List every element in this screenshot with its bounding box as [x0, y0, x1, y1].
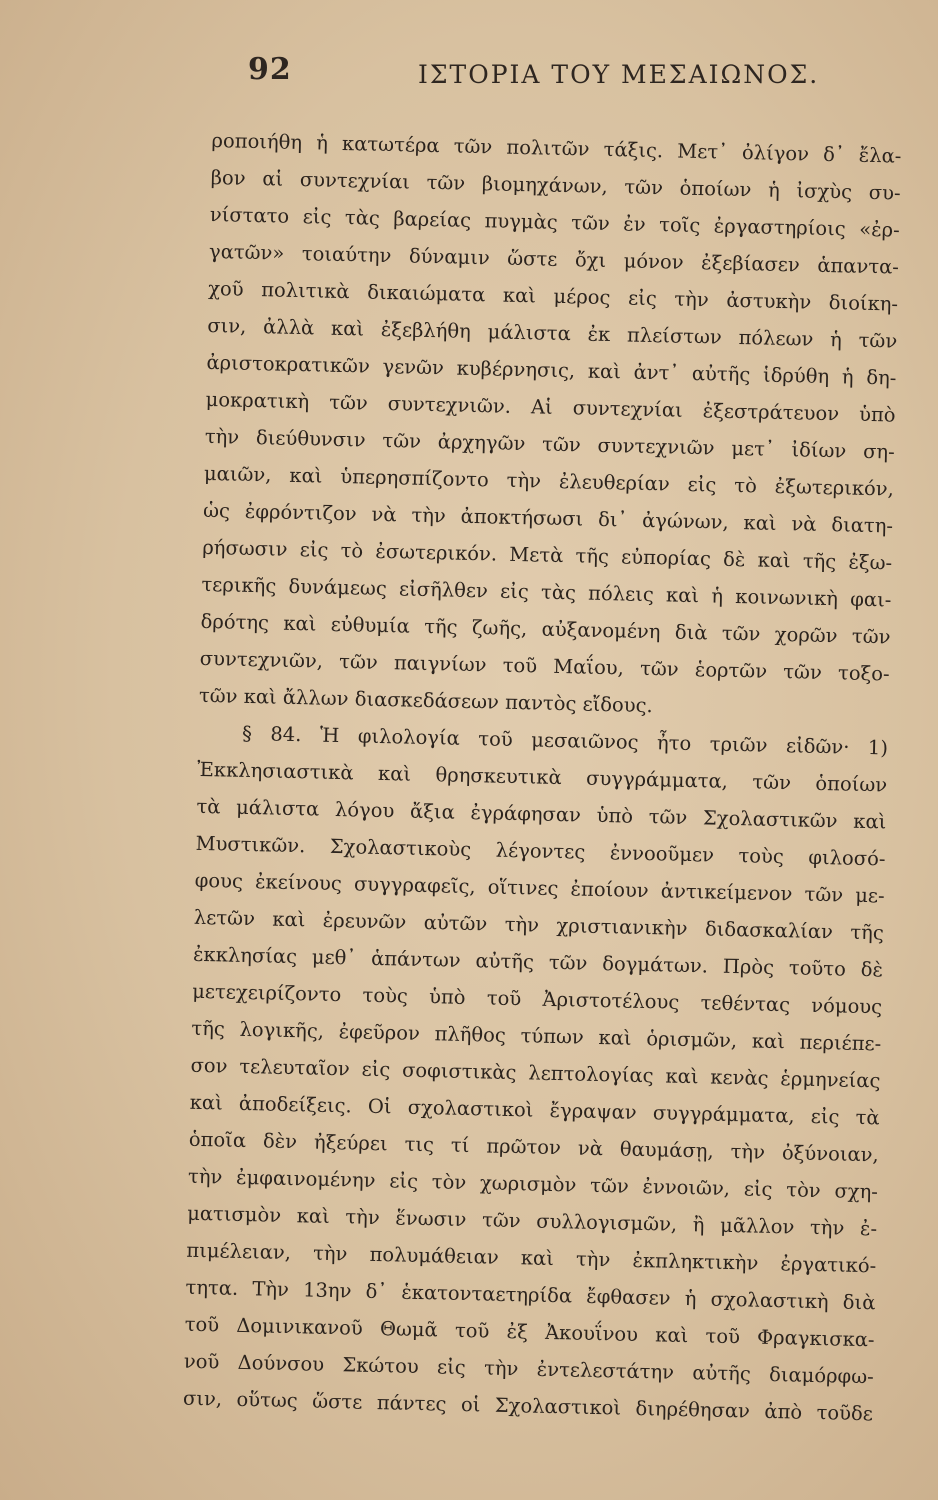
- text-line: καὶ ἀποδείξεις. Οἱ σχολαστικοὶ ἔγραψαν συγγράμματα, εἰς τὰ: [189, 1090, 880, 1130]
- text-line: τῶν καὶ ἄλλων διασκεδάσεων παντὸς εἴδους.: [198, 683, 654, 718]
- text-line: τὰ μάλιστα λόγου ἄξια ἐγράφησαν ὑπὸ τῶν Σχολαστικῶν καὶ: [196, 794, 887, 834]
- running-head: ΙΣΤΟΡΙΑ ΤΟΥ ΜΕΣΑΙΩΝΟΣ.: [418, 60, 820, 89]
- text-line: ἀριστοκρατικῶν γενῶν κυβέρνησις, καὶ ἀντ᾽ αὐτῆς ἱδρύθη ἡ δη-: [206, 350, 897, 390]
- text-line: μαιῶν, καὶ ὑπερησπίζοντο τὴν ἐλευθερίαν εἰς τὸ ἐξωτερικόν,: [203, 461, 895, 501]
- text-line: τοῦ Δομινικανοῦ Θωμᾶ τοῦ ἐξ Ἀκουΐνου καὶ τοῦ Φραγκισκα-: [184, 1312, 875, 1352]
- text-line: φους ἐκείνους συγγραφεῖς, οἵτινες ἐποίουν ἀντικείμενον τῶν με-: [194, 868, 885, 908]
- page-number: 92: [248, 52, 292, 87]
- text-line: μετεχειρίζοντο τοὺς ὑπὸ τοῦ Ἀριστοτέλους τεθέντας νόμους: [192, 979, 883, 1019]
- text-line: τῆς λογικῆς, ἐφεῦρον πλῆθος τύπων καὶ ὁρισμῶν, καὶ περιέπε-: [191, 1016, 882, 1056]
- text-line: γατῶν» τοιαύτην δύναμιν ὥστε ὄχι μόνον ἐξεβίασεν ἁπαντα-: [208, 239, 900, 279]
- section-heading-line: § 84. Ἡ φιλολογία τοῦ μεσαιῶνος ἦτο τριῶν εἰδῶν· 1): [241, 721, 889, 760]
- text-line: τὴν διεύθυνσιν τῶν ἀρχηγῶν τῶν συντεχνιῶν μετ᾽ ἰδίων ση-: [204, 424, 895, 464]
- text-line: ἐκκλησίας μεθ᾽ ἁπάντων αὐτῆς τῶν δογμάτων. Πρὸς τοῦτο δὲ: [192, 942, 884, 982]
- text-line: σιν, ἀλλὰ καὶ ἐξεβλήθη μάλιστα ἐκ πλείστων πόλεων ἡ τῶν: [207, 313, 898, 353]
- text-line: τὴν ἐμφαινομένην εἰς τὸν χωρισμὸν τῶν ἐννοιῶν, εἰς τὸν σχη-: [187, 1164, 879, 1204]
- page-header: [248, 52, 878, 102]
- text-line: νοῦ Δούνσου Σκώτου εἰς τὴν ἐντελεστάτην αὐτῆς διαμόρφω-: [183, 1349, 874, 1389]
- text-line: τερικῆς δυνάμεως εἰσῆλθεν εἰς τὰς πόλεις καὶ ἡ κοινωνικὴ φαι-: [201, 572, 892, 612]
- text-line: Μυστικῶν. Σχολαστικοὺς λέγοντες ἐννοοῦμεν τοὺς φιλοσό-: [195, 831, 886, 871]
- text-line: σιν, οὕτως ὥστε πάντες οἱ Σχολαστικοὶ διηρέθησαν ἀπὸ τοῦδε: [182, 1386, 874, 1426]
- text-line: ὁποῖα δὲν ἠξεύρει τις τί πρῶτον νὰ θαυμάσῃ, τὴν ὀξύνοιαν,: [188, 1127, 879, 1167]
- text-line: ματισμὸν καὶ τὴν ἕνωσιν τῶν συλλογισμῶν, ἢ μᾶλλον τὴν ἐ-: [186, 1201, 878, 1241]
- text-line: ρήσωσιν εἰς τὸ ἐσωτερικόν. Μετὰ τῆς εὐπορίας δὲ καὶ τῆς ἐξω-: [202, 535, 893, 575]
- text-line: λετῶν καὶ ἐρευνῶν αὐτῶν τὴν χριστιανικὴν διδασκαλίαν τῆς: [193, 905, 885, 945]
- text-line: δρότης καὶ εὐθυμία τῆς ζωῆς, αὐξανομένη διὰ τῶν χορῶν τῶν: [200, 609, 891, 649]
- text-line: συντεχνιῶν, τῶν παιγνίων τοῦ Μαΐου, τῶν ἑορτῶν τῶν τοξο-: [199, 646, 890, 686]
- text-line: Ἐκκλησιαστικὰ καὶ θρησκευτικὰ συγγράμματα, τῶν ὁποίων: [197, 757, 888, 797]
- text-line: νίστατο εἰς τὰς βαρείας πυγμὰς τῶν ἐν τοῖς ἐργαστηρίοις «ἐρ-: [209, 202, 900, 242]
- body-text: [183, 122, 902, 1432]
- text-line: ὡς ἐφρόντιζον νὰ τὴν ἀποκτήσωσι δι᾽ ἀγώνων, καὶ νὰ διατη-: [202, 498, 894, 538]
- text-line: χοῦ πολιτικὰ δικαιώματα καὶ μέρος εἰς τὴν ἀστυκὴν διοίκη-: [207, 276, 899, 316]
- text-line: σον τελευταῖον εἰς σοφιστικὰς λεπτολογίας καὶ κενὰς ἑρμηνείας: [190, 1053, 881, 1093]
- text-line: τητα. Τὴν 13ην δ᾽ ἑκατονταετηρίδα ἔφθασεν ἡ σχολαστικὴ διὰ: [185, 1275, 876, 1315]
- text-line: μοκρατικὴ τῶν συντεχνιῶν. Αἱ συντεχνίαι ἐξεστράτευον ὑπὸ: [205, 387, 896, 427]
- text-line: πιμέλειαν, τὴν πολυμάθειαν καὶ τὴν ἐκπληκτικὴν ἐργατικό-: [186, 1238, 877, 1278]
- text-line: ροποιήθη ἡ κατωτέρα τῶν πολιτῶν τάξις. Μετ᾽ ὀλίγον δ᾽ ἔλα-: [211, 128, 902, 168]
- text-line: βον αἱ συντεχνίαι τῶν βιομηχάνων, τῶν ὁποίων ἡ ἰσχὺς συ-: [210, 165, 901, 205]
